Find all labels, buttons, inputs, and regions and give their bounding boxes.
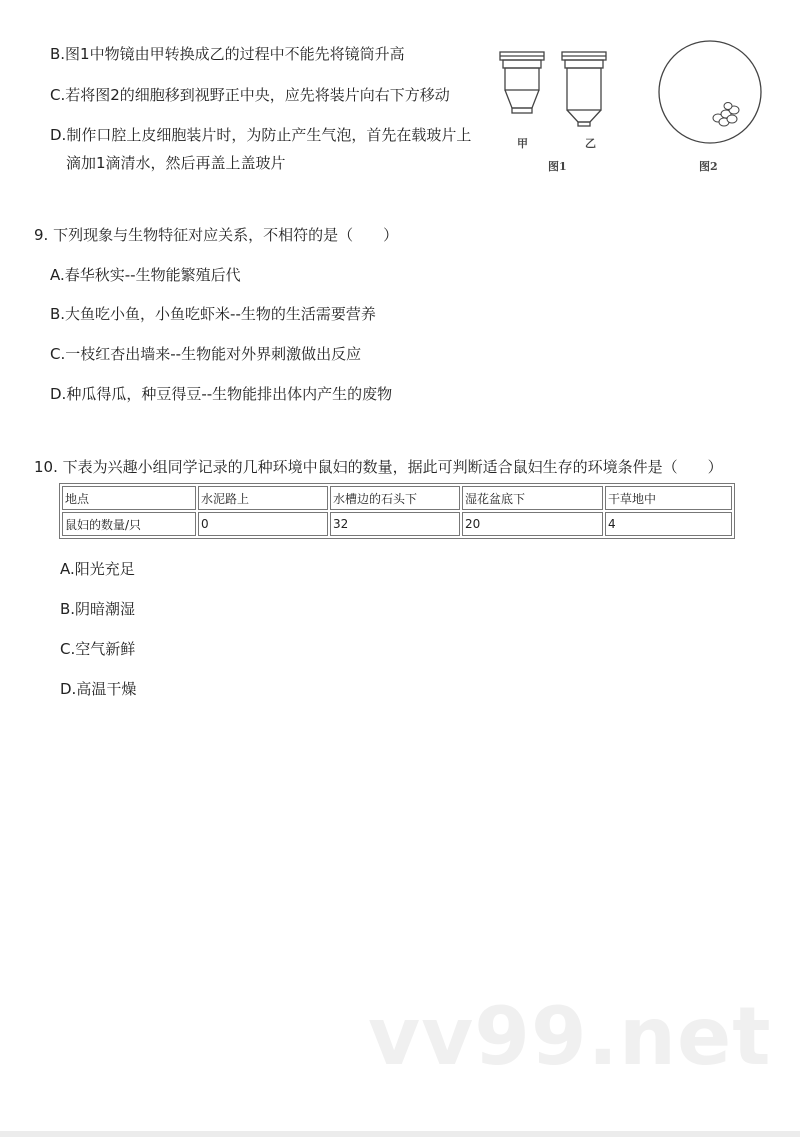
q8-option-b: B.图1中物镜由甲转换成乙的过程中不能先将镜筒升高 [50,45,405,63]
q9-option-d: D.种瓜得瓜，种豆得豆--生物能排出体内产生的废物 [50,385,393,403]
table-row [62,512,732,536]
cells-icon [713,103,739,127]
q9-option-b: B.大鱼吃小鱼，小鱼吃虾米--生物的生活需要营养 [50,305,376,323]
q9-option-a: A.春华秋实--生物能繁殖后代 [50,266,241,284]
lens-b-icon [562,52,606,126]
q8-option-c: C.若将图2的细胞移到视野正中央，应先将装片向右下方移动 [50,86,450,104]
table-header-row [62,486,732,510]
table-cell: 0 [198,512,328,536]
table-cell: 4 [605,512,732,536]
fig2-caption: 图2 [699,160,718,173]
table-cell: 32 [330,512,460,536]
table-cell: 水泥路上 [198,486,328,510]
q9-option-c: C.一枝红杏出墙来--生物能对外界刺激做出反应 [50,345,362,363]
table-cell: 干草地中 [605,486,732,510]
q9-question: 9. 下列现象与生物特征对应关系，不相符的是（ ） [34,226,399,244]
q10-option-d: D.高温干燥 [60,680,137,698]
q8-option-d-line2: 滴加1滴清水，然后再盖上盖玻片 [66,154,286,172]
q10-option-c: C.空气新鲜 [60,640,136,658]
fig1-caption: 图1 [548,160,567,173]
field-of-view-figure [656,38,764,146]
q8-option-d-line1: D.制作口腔上皮细胞装片时，为防止产生气泡，首先在载玻片上 [50,126,472,144]
table-cell: 地点 [62,486,196,510]
page-bottom-edge [0,1131,800,1137]
q10-option-b: B.阴暗潮湿 [60,600,136,618]
lens-a-icon [500,52,544,113]
table-cell: 鼠妇的数量/只 [62,512,196,536]
q10-option-a: A.阳光充足 [60,560,135,578]
lens-b-label: 乙 [585,137,596,150]
q10-question: 10. 下表为兴趣小组同学记录的几种环境中鼠妇的数量，据此可判断适合鼠妇生存的环境条件是（ ） [34,458,723,476]
objective-lenses-figure [492,48,612,140]
woodlouse-count-table [59,483,735,539]
table-cell: 20 [462,512,603,536]
table-cell: 湿花盆底下 [462,486,603,510]
table-cell: 水槽边的石头下 [330,486,460,510]
watermark: vv99.net [368,990,772,1083]
lens-a-label: 甲 [517,137,528,150]
